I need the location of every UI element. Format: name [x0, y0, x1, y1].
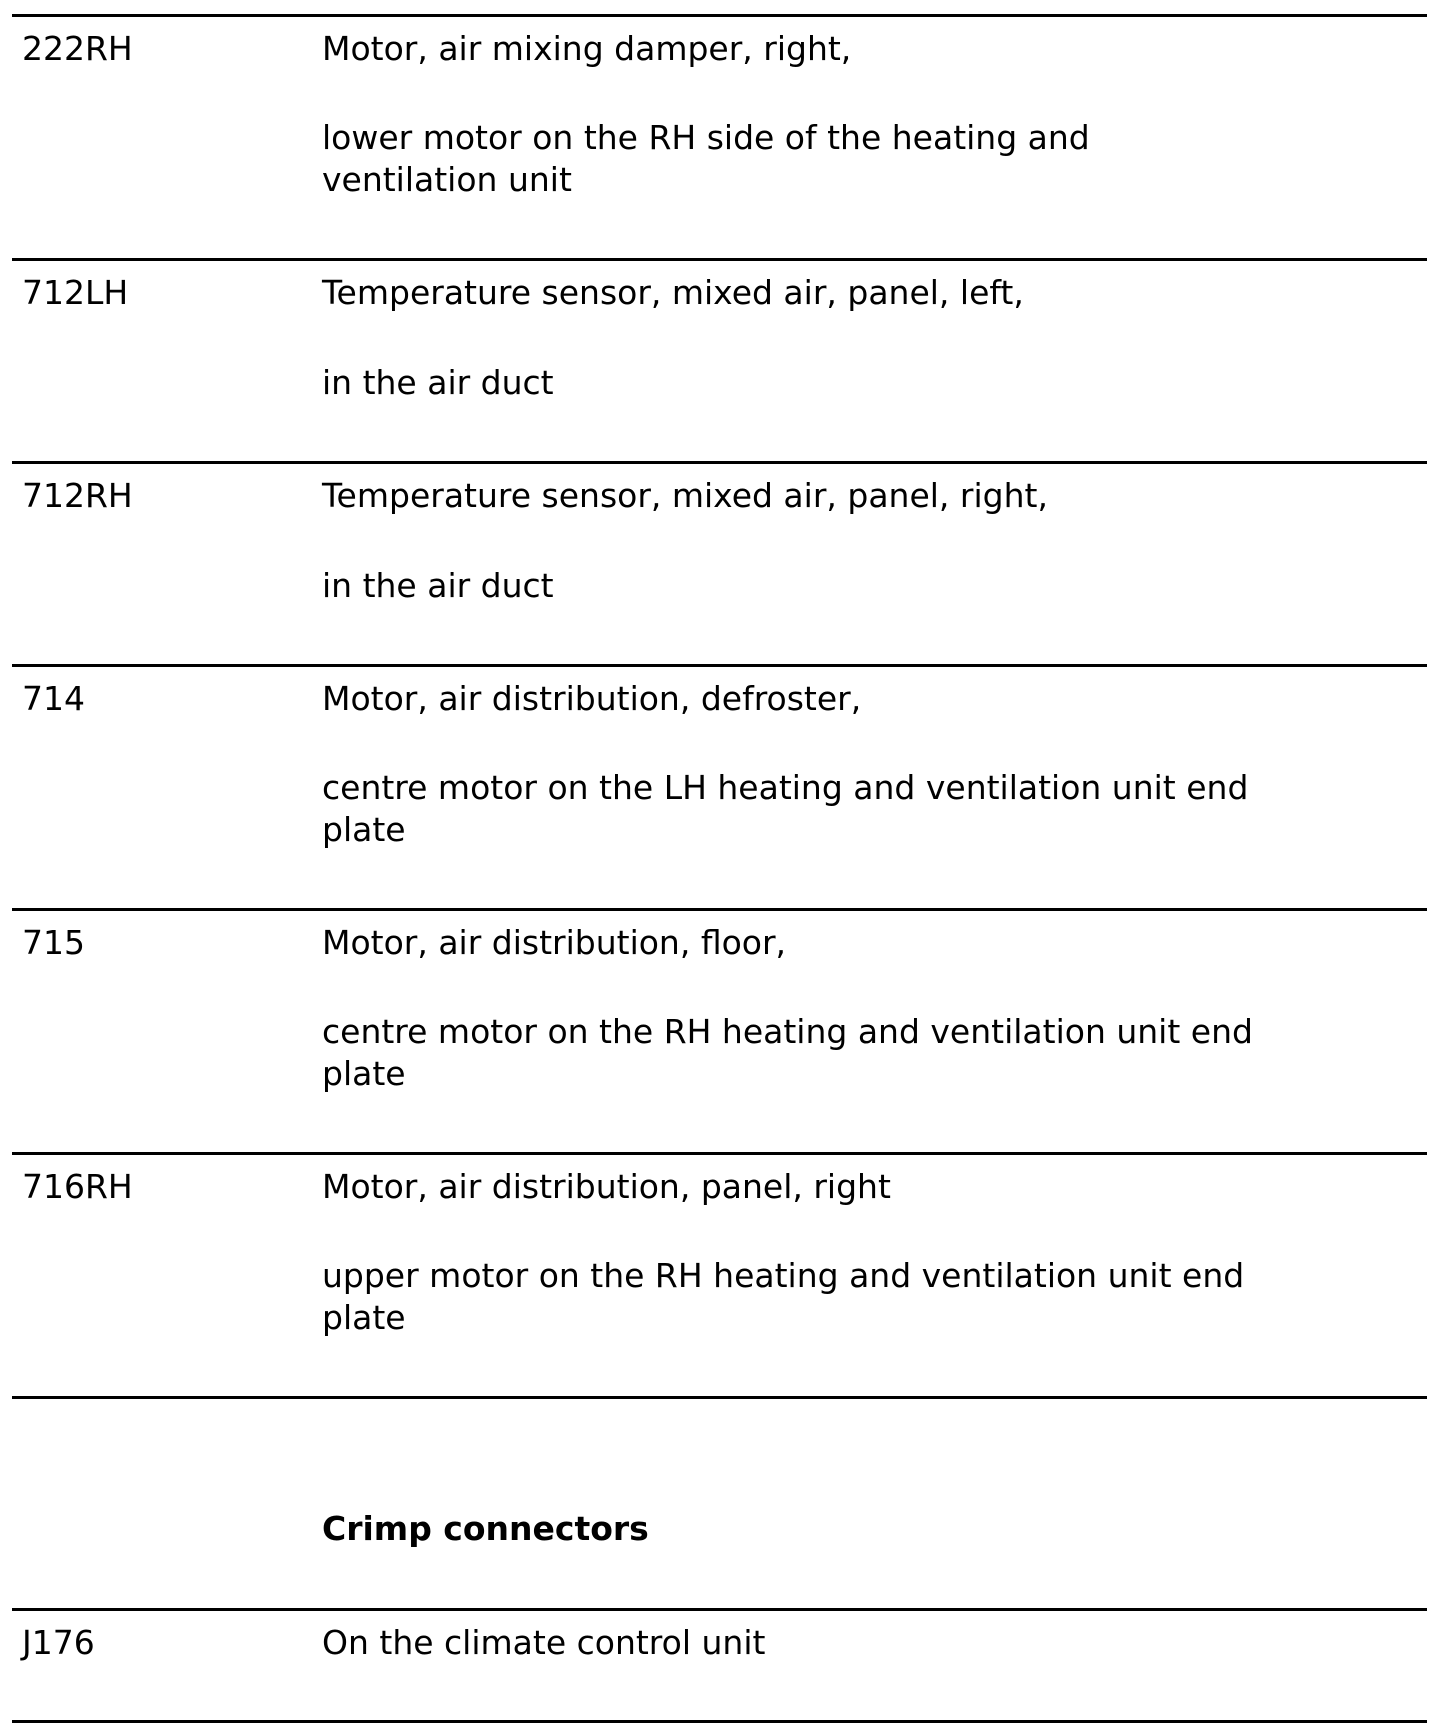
component-detail: in the air duct	[322, 363, 554, 402]
connector-code: J176	[22, 1623, 95, 1662]
component-title: Motor, air distribution, floor,	[322, 923, 787, 962]
table-rule	[12, 258, 1427, 261]
component-code: 712RH	[22, 476, 133, 515]
component-code: 712LH	[22, 273, 129, 312]
component-detail: plate	[322, 1054, 406, 1093]
table-rule	[12, 461, 1427, 464]
component-title: Motor, air distribution, defroster,	[322, 679, 862, 718]
component-detail: in the air duct	[322, 566, 554, 605]
component-title: Temperature sensor, mixed air, panel, right,	[322, 476, 1048, 515]
section-heading: Crimp connectors	[322, 1509, 649, 1548]
component-detail: ventilation unit	[322, 160, 572, 199]
table-rule	[12, 14, 1427, 17]
component-code: 222RH	[22, 29, 133, 68]
component-detail: plate	[322, 1298, 406, 1337]
component-detail: lower motor on the RH side of the heating and	[322, 118, 1090, 157]
component-detail: plate	[322, 810, 406, 849]
table-rule	[12, 664, 1427, 667]
component-title: Motor, air mixing damper, right,	[322, 29, 852, 68]
connector-location: On the climate control unit	[322, 1623, 766, 1662]
component-detail: centre motor on the RH heating and ventilation unit end	[322, 1012, 1253, 1051]
table-rule	[12, 1608, 1427, 1611]
component-code: 715	[22, 923, 85, 962]
component-code: 716RH	[22, 1167, 133, 1206]
component-title: Temperature sensor, mixed air, panel, left,	[322, 273, 1024, 312]
component-detail: centre motor on the LH heating and ventilation unit end	[322, 768, 1249, 807]
table-rule	[12, 1720, 1427, 1723]
table-rule	[12, 1396, 1427, 1399]
component-title: Motor, air distribution, panel, right	[322, 1167, 891, 1206]
component-code: 714	[22, 679, 85, 718]
table-rule	[12, 908, 1427, 911]
component-detail: upper motor on the RH heating and ventilation unit end	[322, 1256, 1245, 1295]
table-rule	[12, 1152, 1427, 1155]
